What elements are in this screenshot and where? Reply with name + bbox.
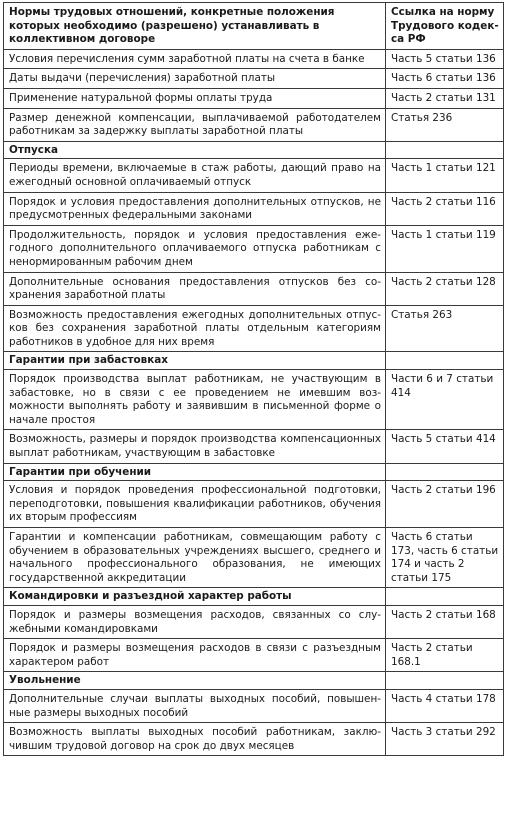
header-norm-column: Нормы трудовых отношений, конкретные положения которых необходимо (разрешено) устанавливать в коллективном договоре [4, 3, 386, 50]
reference-cell: Часть 2 статьи 116 [386, 192, 504, 225]
reference-cell: Статья 236 [386, 108, 504, 141]
table-header-row [4, 3, 504, 50]
table-row [4, 49, 504, 69]
table-row [4, 605, 504, 638]
table-row [4, 305, 504, 352]
section-empty-cell [386, 352, 504, 370]
reference-cell: Часть 6 статьи 173, часть 6 статьи 174 и часть 2 статьи 175 [386, 528, 504, 588]
norm-cell: Даты выдачи (перечисления) заработной платы [4, 69, 386, 89]
norms-table [3, 2, 504, 756]
section-row [4, 588, 504, 606]
section-title: Командировки и разъездной характер работы [4, 588, 386, 606]
norm-cell: Применение натуральной формы оплаты труда [4, 88, 386, 108]
section-empty-cell [386, 588, 504, 606]
table-row [4, 723, 504, 756]
table-row [4, 430, 504, 463]
norm-cell: Порядок и условия предоставления дополнительных отпусков, не предусмотренных федеральными законами [4, 192, 386, 225]
table-body [4, 49, 504, 756]
reference-cell: Часть 6 статьи 136 [386, 69, 504, 89]
table-row [4, 88, 504, 108]
table-row [4, 370, 504, 430]
norm-cell: Порядок производства выплат работникам, не участвующим в забастовке, но в связи с ее проведением не имевшим возможности выполнять работу и заявившим в письменной форме о начале простоя [4, 370, 386, 430]
header-reference-column: Ссылка на норму Трудового кодекса РФ [386, 3, 504, 50]
section-title: Гарантии при забастовках [4, 352, 386, 370]
table-row [4, 639, 504, 672]
section-row [4, 463, 504, 481]
reference-cell: Часть 1 статьи 119 [386, 225, 504, 272]
table-row [4, 159, 504, 192]
norm-cell: Условия и порядок проведения профессиональной подготовки, переподготовки, повышения квалификации работников, обучения их вторым профессиям [4, 481, 386, 528]
table-row [4, 108, 504, 141]
section-row [4, 141, 504, 159]
norm-cell: Гарантии и компенсации работникам, совмещающим работу с обучением в образовательных учреждениях высшего, среднего и начального профессионального образования, не имеющих государственной аккредитации [4, 528, 386, 588]
section-title: Отпуска [4, 141, 386, 159]
section-empty-cell [386, 141, 504, 159]
reference-cell: Часть 3 статьи 292 [386, 723, 504, 756]
norm-cell: Возможность, размеры и порядок производства компенсационных выплат работникам, участвующим в забастовке [4, 430, 386, 463]
table-row [4, 528, 504, 588]
table-row [4, 689, 504, 722]
reference-cell: Часть 2 статьи 168 [386, 605, 504, 638]
section-empty-cell [386, 672, 504, 690]
reference-cell: Часть 2 статьи 131 [386, 88, 504, 108]
norm-cell: Условия перечисления сумм заработной платы на счета в банке [4, 49, 386, 69]
table-row [4, 272, 504, 305]
reference-cell: Часть 2 статьи 128 [386, 272, 504, 305]
reference-cell: Часть 2 статьи 196 [386, 481, 504, 528]
norm-cell: Дополнительные случаи выплаты выходных пособий, повышенные размеры выходных пособий [4, 689, 386, 722]
table-row [4, 481, 504, 528]
norm-cell: Продолжительность, порядок и условия предоставления ежегодного дополнительного оплачиваемого отпуска работникам с ненормированным рабочим днем [4, 225, 386, 272]
table-row [4, 225, 504, 272]
section-row [4, 352, 504, 370]
table-row [4, 69, 504, 89]
reference-cell: Часть 4 статьи 178 [386, 689, 504, 722]
reference-cell: Часть 5 статьи 414 [386, 430, 504, 463]
section-title: Гарантии при обучении [4, 463, 386, 481]
reference-cell: Части 6 и 7 статьи 414 [386, 370, 504, 430]
norm-cell: Размер денежной компенсации, выплачиваемой работодателем работникам за задержку выплаты заработной платы [4, 108, 386, 141]
table-row [4, 192, 504, 225]
norm-cell: Возможность выплаты выходных пособий работникам, заключившим трудовой договор на срок до двух месяцев [4, 723, 386, 756]
section-empty-cell [386, 463, 504, 481]
reference-cell: Статья 263 [386, 305, 504, 352]
norm-cell: Периоды времени, включаемые в стаж работы, дающий право на ежегодный основной оплачиваемый отпуск [4, 159, 386, 192]
reference-cell: Часть 2 статьи 168.1 [386, 639, 504, 672]
section-row [4, 672, 504, 690]
norm-cell: Порядок и размеры возмещения расходов, связанных со служебными командировками [4, 605, 386, 638]
reference-cell: Часть 5 статьи 136 [386, 49, 504, 69]
norm-cell: Порядок и размеры возмещения расходов в связи с разъездным характером работ [4, 639, 386, 672]
section-title: Увольнение [4, 672, 386, 690]
reference-cell: Часть 1 статьи 121 [386, 159, 504, 192]
norm-cell: Возможность предоставления ежегодных дополнительных отпусков без сохранения заработной платы отдельным категориям работников в удобное для них время [4, 305, 386, 352]
norm-cell: Дополнительные основания предоставления отпусков без сохранения заработной платы [4, 272, 386, 305]
